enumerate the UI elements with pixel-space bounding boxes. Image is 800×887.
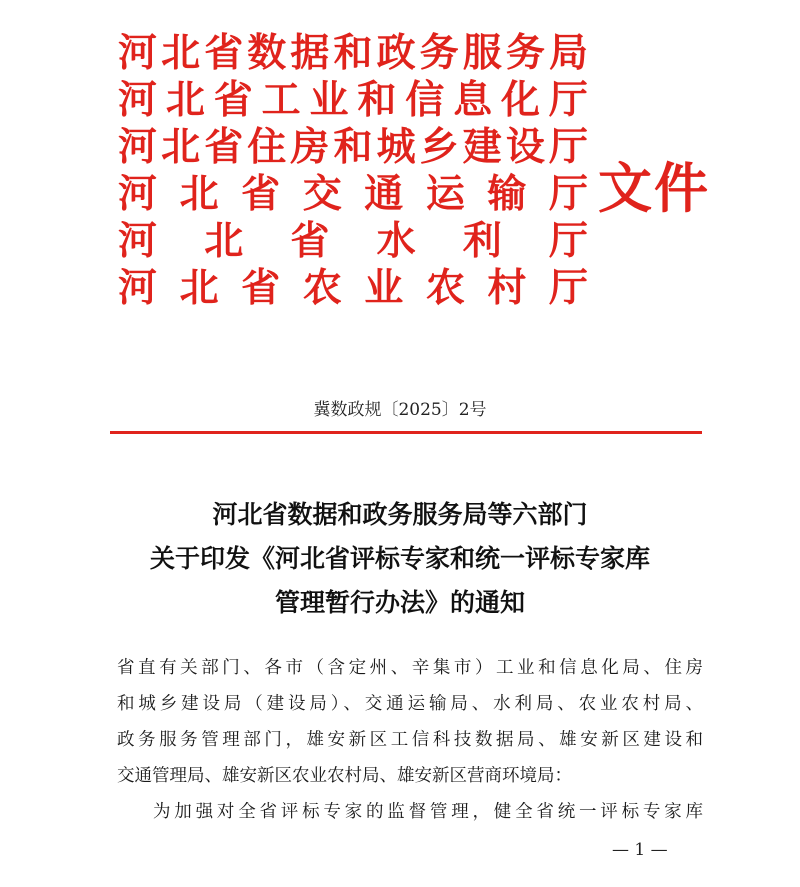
notice-title bbox=[0, 493, 800, 625]
issuer-char: 建 bbox=[462, 124, 502, 170]
issuer-char: 住 bbox=[247, 124, 287, 170]
title-line: 管理暂行办法》的通知 bbox=[274, 588, 525, 617]
title-line: 关于印发《河北省评标专家和统一评标专家库 bbox=[149, 544, 650, 573]
issuer-char: 和 bbox=[333, 30, 373, 76]
document-number: 冀数政规〔2025〕2号 bbox=[313, 400, 487, 420]
issuer-char: 设 bbox=[505, 124, 545, 170]
issuer-char: 数 bbox=[247, 30, 287, 76]
issuer-char: 务 bbox=[505, 30, 545, 76]
recipient-line: 和城乡建设局（建设局）、交通运输局、水利局、农业农村局、 bbox=[117, 694, 703, 714]
issuer-char: 省 bbox=[204, 124, 244, 170]
issuer-char: 工 bbox=[261, 77, 301, 123]
issuer-char: 村 bbox=[487, 265, 527, 311]
issuer-char: 北 bbox=[204, 218, 244, 264]
issuer-char: 服 bbox=[462, 30, 502, 76]
recipient-line: 政务服务管理部门，雄安新区工信科技数据局、雄安新区建设和 bbox=[117, 730, 703, 750]
issuer-char: 输 bbox=[487, 171, 527, 217]
issuer-char: 农 bbox=[302, 265, 342, 311]
issuer-char: 北 bbox=[161, 30, 201, 76]
issuer-char: 北 bbox=[161, 124, 201, 170]
issuer-char: 厅 bbox=[548, 77, 588, 123]
issuer-char: 信 bbox=[405, 77, 445, 123]
issuer-char: 交 bbox=[302, 171, 342, 217]
paragraph-line: 为加强对全省评标专家的监督管理，健全省统一评标专家库 bbox=[153, 802, 703, 822]
issuer-char: 省 bbox=[213, 77, 253, 123]
issuer-char: 乡 bbox=[419, 124, 459, 170]
issuer-char: 城 bbox=[376, 124, 416, 170]
issuer-char: 据 bbox=[290, 30, 330, 76]
issuer-char: 息 bbox=[453, 77, 493, 123]
issuer-char: 政 bbox=[376, 30, 416, 76]
issuer-char: 运 bbox=[425, 171, 465, 217]
issuer-char: 省 bbox=[241, 171, 281, 217]
notice-body bbox=[117, 650, 703, 830]
issuer-char: 省 bbox=[204, 30, 244, 76]
issuer-line bbox=[118, 124, 588, 171]
issuer-line bbox=[118, 171, 588, 218]
issuer-char: 房 bbox=[290, 124, 330, 170]
issuer-line bbox=[118, 265, 588, 312]
title-line: 河北省数据和政务服务局等六部门 bbox=[212, 500, 588, 529]
issuer-char: 通 bbox=[364, 171, 404, 217]
issuer-char: 北 bbox=[165, 77, 205, 123]
document-type-label: 文件 bbox=[598, 156, 710, 220]
issuer-char: 局 bbox=[548, 30, 588, 76]
issuer-char: 化 bbox=[501, 77, 541, 123]
issuer-line bbox=[118, 77, 588, 124]
issuer-char: 河 bbox=[118, 265, 158, 311]
issuing-authorities bbox=[118, 30, 588, 312]
issuer-char: 和 bbox=[357, 77, 397, 123]
issuer-char: 河 bbox=[118, 171, 158, 217]
issuer-char: 河 bbox=[118, 218, 158, 264]
issuer-char: 河 bbox=[118, 30, 158, 76]
page-number: — 1 — bbox=[612, 840, 668, 860]
issuer-char: 务 bbox=[419, 30, 459, 76]
issuer-char: 水 bbox=[376, 218, 416, 264]
red-divider-line bbox=[110, 431, 702, 434]
issuer-char: 省 bbox=[241, 265, 281, 311]
issuer-char: 北 bbox=[179, 171, 219, 217]
issuer-char: 业 bbox=[364, 265, 404, 311]
issuer-char: 省 bbox=[290, 218, 330, 264]
issuer-char: 河 bbox=[118, 77, 158, 123]
issuer-char: 业 bbox=[309, 77, 349, 123]
issuer-char: 厅 bbox=[548, 124, 588, 170]
issuer-char: 农 bbox=[425, 265, 465, 311]
issuer-char: 河 bbox=[118, 124, 158, 170]
issuer-char: 和 bbox=[333, 124, 373, 170]
issuer-char: 厅 bbox=[548, 218, 588, 264]
issuer-line bbox=[118, 218, 588, 265]
issuer-line bbox=[118, 30, 588, 77]
issuer-char: 北 bbox=[179, 265, 219, 311]
recipient-line: 省直有关部门、各市（含定州、辛集市）工业和信息化局、住房 bbox=[117, 658, 703, 678]
issuer-char: 厅 bbox=[548, 171, 588, 217]
recipient-line: 交通管理局、雄安新区农业农村局、雄安新区营商环境局： bbox=[117, 766, 572, 786]
issuer-char: 利 bbox=[462, 218, 502, 264]
issuer-char: 厅 bbox=[548, 265, 588, 311]
